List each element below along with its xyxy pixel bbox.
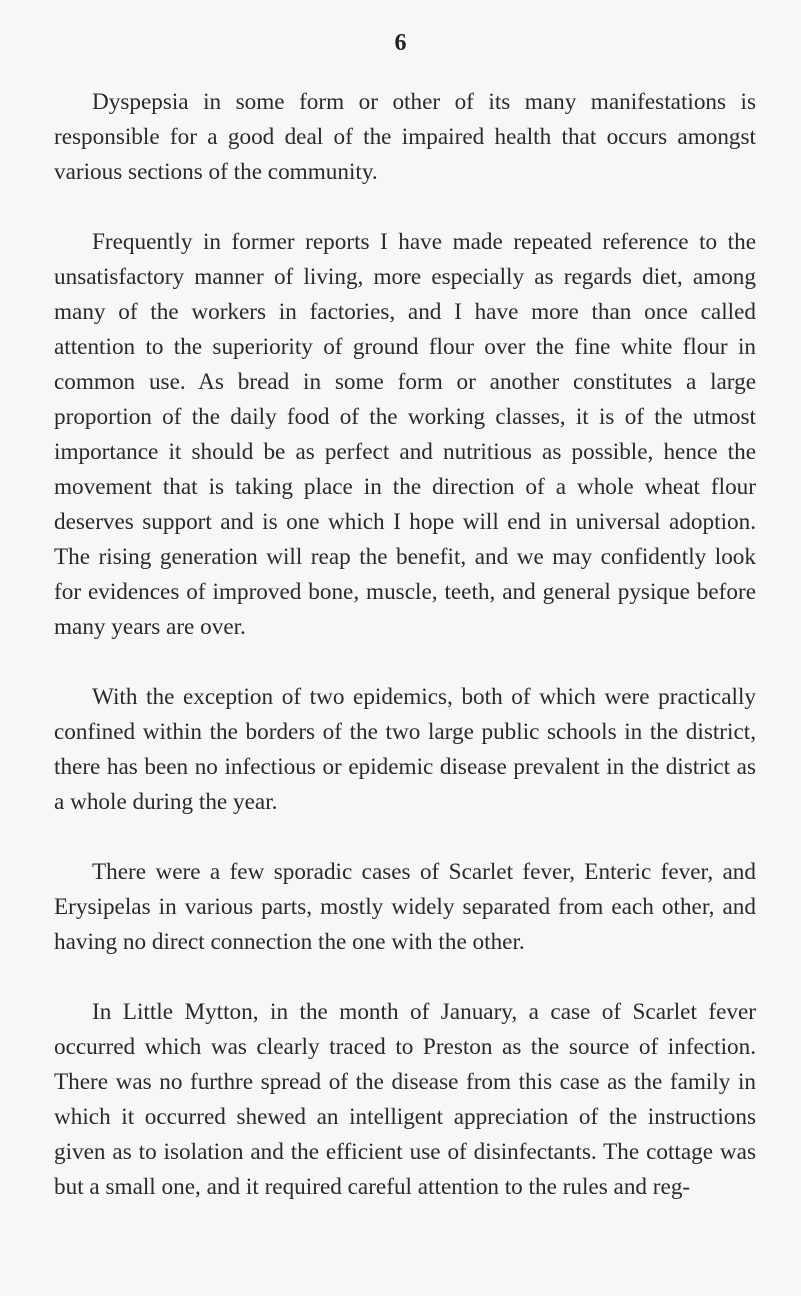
paragraph-epidemics: With the exception of two epidemics, both of which were practically confined within the borders of the two large public schools in the district, there has been no infectious or epidemic disease prevalent in the district as a whole during the year. <box>54 684 756 815</box>
report-body <box>54 85 756 1205</box>
paragraph-diet-and-flour: Frequently in former reports I have made repeated reference to the unsatisfactory manner of living, more especially as regards diet, among many of the workers in factories, and I have more than once called attention to the superiority of ground flour over the fine white flour in common use. As bread in some form or another constitutes a large proportion of the daily food of the working classes, it is of the utmost importance it should be as perfect and nutritious as possible, hence the movement that is taking place in the direction of a whole wheat flour deserves support and is one which I hope will end in universal adoption. The rising generation will reap the benefit, and we may confidently look for evidences of improved bone, muscle, teeth, and general pysique before many years are over. <box>54 229 756 640</box>
paragraph-dyspepsia: Dyspepsia in some form or other of its many manifestations is responsible for a good deal of the impaired health that occurs amongst various sections of the community. <box>54 89 756 185</box>
page-number: 6 <box>394 30 407 56</box>
paragraph-sporadic-cases: There were a few sporadic cases of Scarlet fever, Enteric fever, and Erysipelas in various parts, mostly widely separated from each other, and having no direct connection the one with the other. <box>54 859 756 955</box>
paragraph-little-mytton: In Little Mytton, in the month of January, a case of Scarlet fever occurred which was clearly traced to Preston as the source of infection. There was no furthre spread of the disease from this case as the family in which it occurred shewed an intelligent appreciation of the instructions given as to isolation and the efficient use of disinfectants. The cottage was but a small one, and it required careful attention to the rules and reg- <box>54 999 756 1200</box>
